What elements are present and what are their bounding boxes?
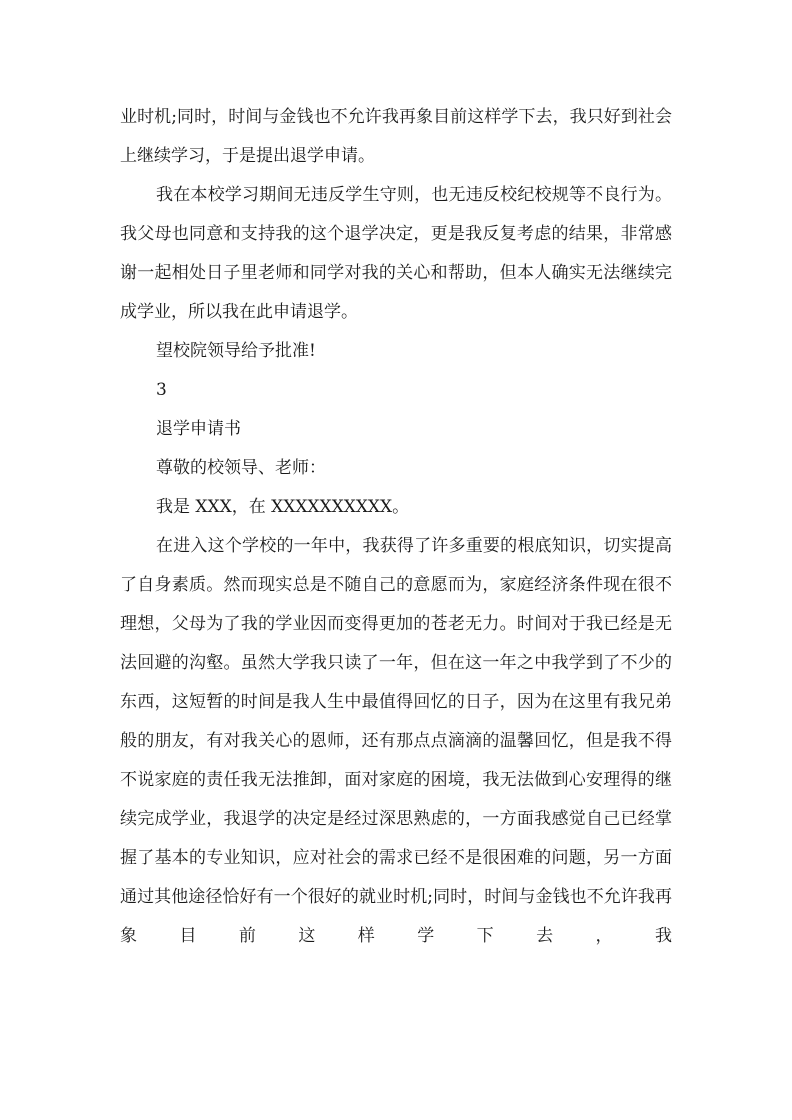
paragraph-request-approval: 望校院领导给予批准! xyxy=(156,341,316,361)
paragraph-continuation: 业时机;同时，时间与金钱也不允许我再象目前这样学下去，我只好到社会上继续学习，于是提出退学申请。 xyxy=(120,107,672,166)
salutation: 尊敬的校领导、老师： xyxy=(156,458,326,478)
paragraph-reasons: 在进入这个学校的一年中，我获得了许多重要的根底知识，切实提高了自身素质。然而现实总是不随自己的意愿而为，家庭经济条件现在很不理想，父母为了我的学业因而变得更加的苍老无力。时间对于我已经是无法回避的沟壑。虽然大学我只读了一年，但在这一年之中我学到了不少的东西，这短暂的时间是我人生中最值得回忆的日子，因为在这里有我兄弟般的朋友，有对我关心的恩师，还有那点点滴滴的温馨回忆，但是我不得不说家庭的责任我无法推卸，面对家庭的困境，我无法做到心安理得的继续完成学业，我退学的决定是经过深思熟虑的，一方面我感觉自己已经掌握了基本的专业知识，应对社会的需求已经不是很困难的问题，另一方面通过其他途径恰好有一个很好的就业时机;同时，时间与金钱也不允许我再象目前这样学下去，我 xyxy=(120,536,672,946)
section-number: 3 xyxy=(156,380,167,400)
section-title: 退学申请书 xyxy=(156,419,241,439)
document-body xyxy=(120,98,672,956)
self-introduction: 我是 XXX，在 XXXXXXXXXX。 xyxy=(156,497,410,517)
paragraph-conduct: 我在本校学习期间无违反学生守则，也无违反校纪校规等不良行为。我父母也同意和支持我的这个退学决定，更是我反复考虑的结果，非常感谢一起相处日子里老师和同学对我的关心和帮助，但本人确实无法继续完成学业，所以我在此申请退学。 xyxy=(120,185,672,322)
